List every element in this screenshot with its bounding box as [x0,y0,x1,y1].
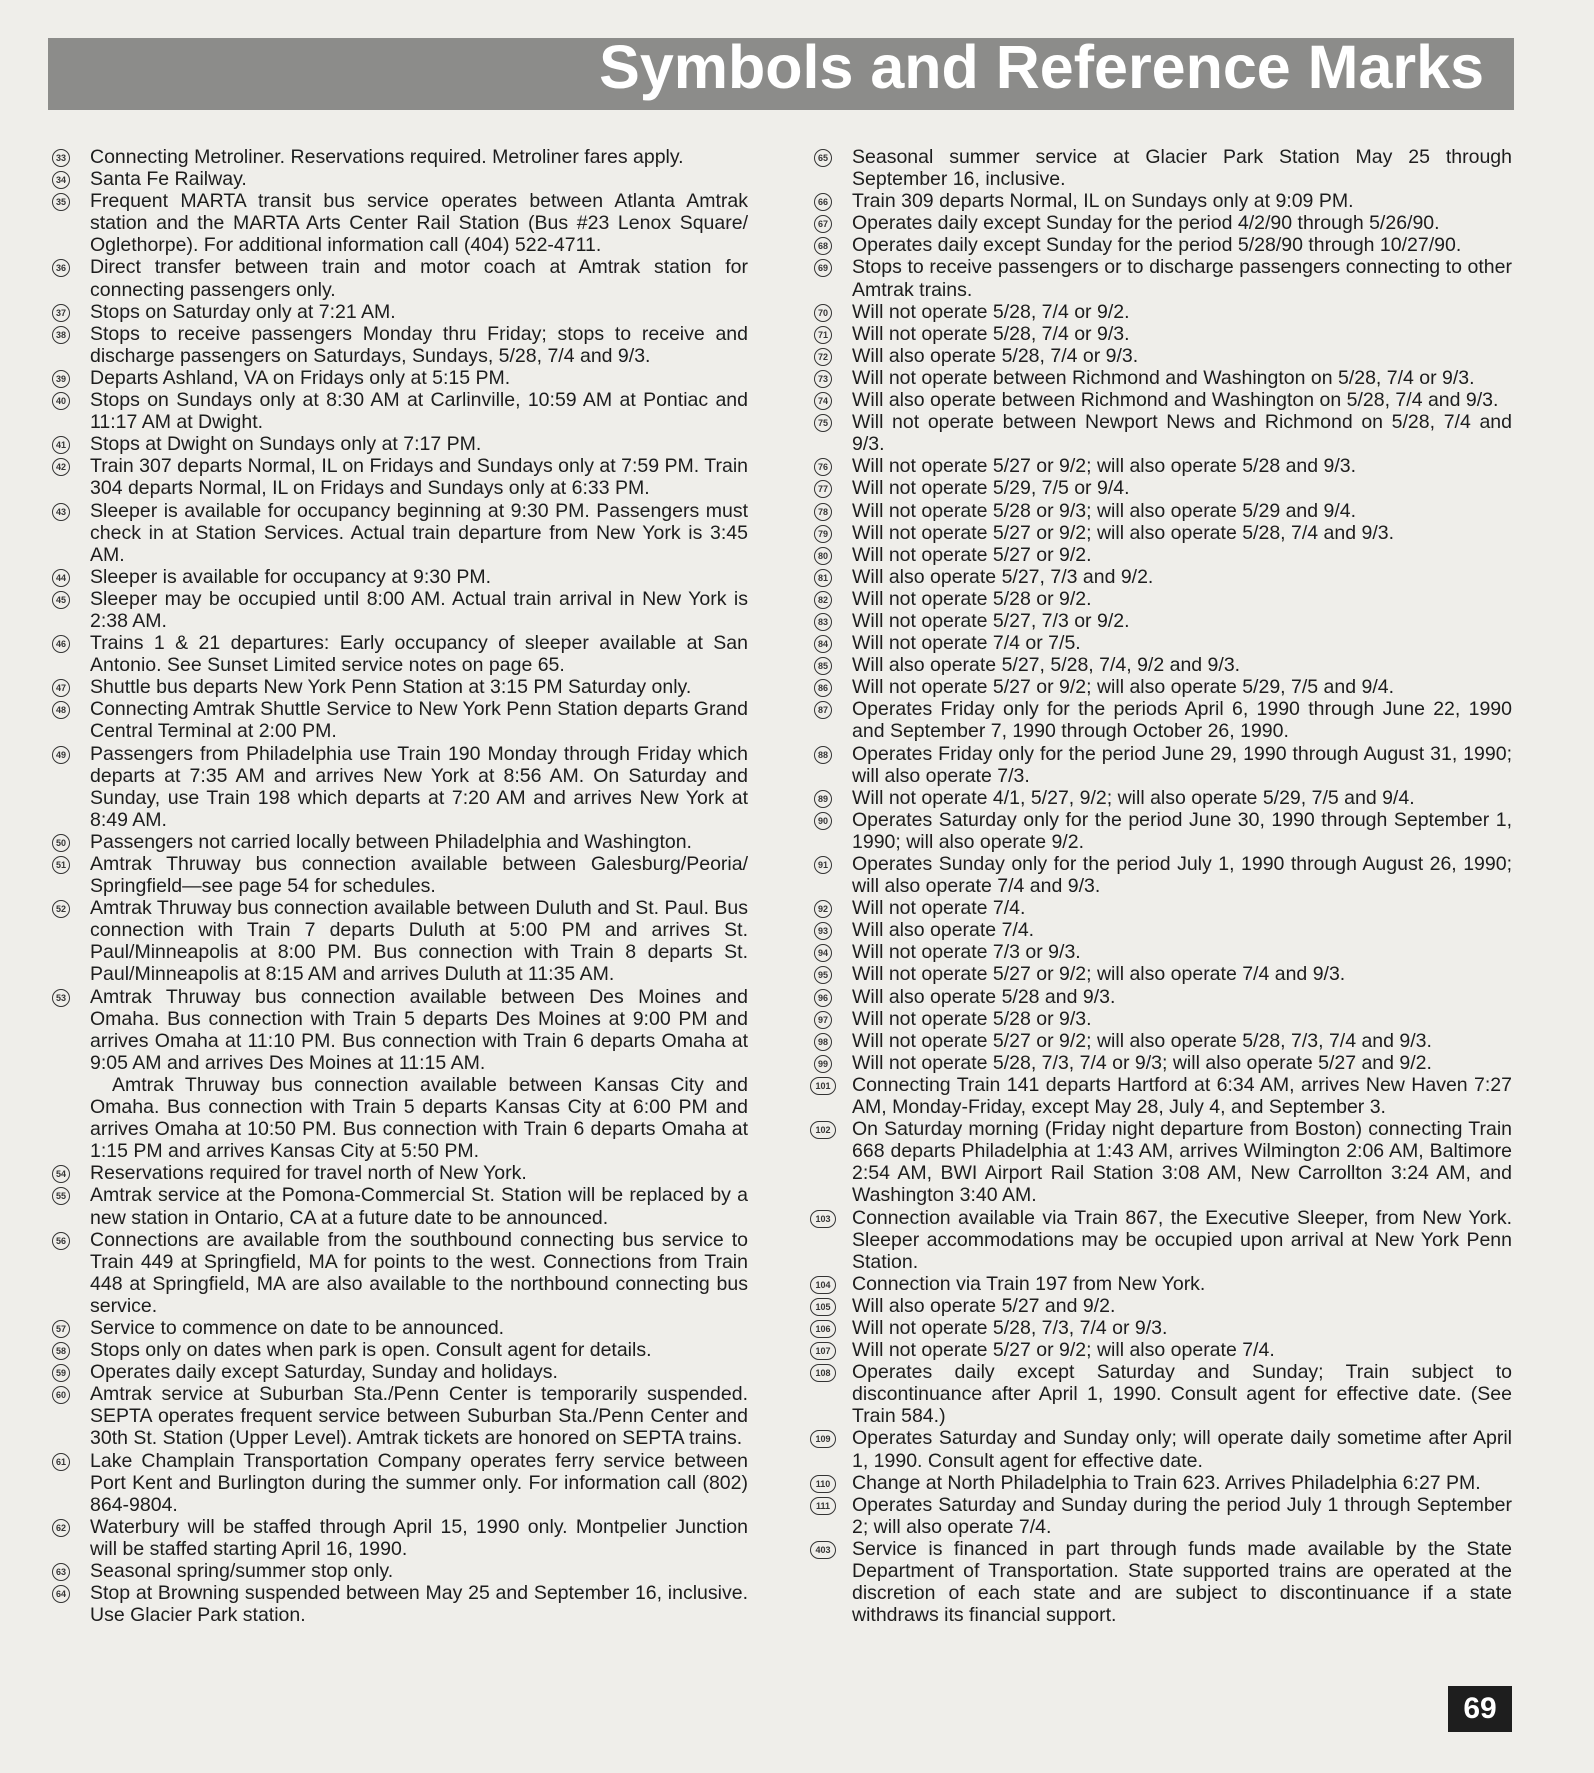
reference-text: Train 307 departs Normal, IL on Fridays and Sundays only at 7:59 PM. Train 304 departs Normal, IL on Fridays and Sundays only at 6:33 PM. [90,455,748,500]
reference-entry [50,1184,748,1228]
reference-entry [50,190,748,256]
reference-entry [50,1560,748,1582]
reference-text: Train 309 departs Normal, IL on Sundays only at 9:09 PM. [852,190,1354,213]
reference-entry [812,323,1512,345]
reference-mark-symbol: 33 [52,149,70,167]
reference-entry [812,610,1512,632]
reference-mark-symbol: 55 [52,1187,70,1205]
reference-text: Amtrak Thruway bus connection available between Galesburg/Peoria/ Springfield—see page 54 for schedules. [90,853,748,898]
reference-entry [812,986,1512,1008]
reference-entry [812,367,1512,389]
reference-entry [50,1162,748,1184]
title-banner [48,33,1514,110]
reference-entry [50,500,748,566]
reference-mark-symbol: 70 [814,304,832,322]
reference-text: Sleeper may be occupied until 8:00 AM. Actual train arrival in New York is 2:38 AM. [90,587,748,632]
reference-entry [812,654,1512,676]
reference-text: Direct transfer between train and motor coach at Amtrak station for connecting passengers only. [90,256,748,301]
reference-mark-symbol: 45 [52,591,70,609]
reference-text: Operates Sunday only for the period July 1, 1990 through August 26, 1990; will also operate 7/4 and 9/3. [852,853,1512,898]
reference-mark-symbol: 91 [814,856,832,874]
reference-text: Will not operate between Newport News and Richmond on 5/28, 7/4 and 9/3. [852,411,1512,456]
reference-mark-symbol: 109 [810,1430,836,1448]
reference-entry [50,897,748,985]
reference-mark-symbol: 96 [814,989,832,1007]
reference-entry [50,853,748,897]
reference-continuation-text: Amtrak Thruway bus connection available between Kansas City and Omaha. Bus connection with Train 5 departs Kansas City at 6:00 PM and arrives Omaha at 10:50 PM. Bus connection with Train 6 departs Omaha at 1:15 PM and arrives Kansas City at 5:50 PM. [90,1073,748,1163]
reference-mark-symbol: 49 [52,746,70,764]
reference-mark-symbol: 95 [814,966,832,984]
reference-mark-symbol: 64 [52,1585,70,1603]
reference-text: Connecting Train 141 departs Hartford at 6:34 AM, arrives New Haven 7:27 AM, Monday-Friday, except May 28, July 4, and September 3. [852,1073,1512,1119]
reference-text: Will not operate 5/27, 7/3 or 9/2. [852,609,1130,632]
reference-entry [812,455,1512,477]
reference-mark-symbol: 111 [810,1497,836,1515]
reference-entry [812,345,1512,367]
reference-entry [812,1052,1512,1074]
reference-text: Will also operate 5/27, 7/3 and 9/2. [852,565,1154,588]
reference-entry [812,1118,1512,1206]
reference-text: Will not operate 5/27 or 9/2; will also operate 7/4. [852,1339,1275,1362]
reference-text: Stops at Dwight on Sundays only at 7:17 PM. [90,433,482,456]
reference-entry [812,301,1512,323]
reference-mark-symbol: 69 [814,259,832,277]
reference-text: Will not operate 5/28, 7/4 or 9/3. [852,322,1130,345]
reference-text: Will not operate 5/27 or 9/2; will also operate 7/4 and 9/3. [852,963,1346,986]
reference-entry [812,411,1512,455]
reference-entry [812,212,1512,234]
reference-mark-symbol: 76 [814,458,832,476]
reference-text: Stops on Saturday only at 7:21 AM. [90,300,396,323]
reference-mark-symbol: 81 [814,569,832,587]
reference-mark-symbol: 51 [52,856,70,874]
reference-entry [812,1472,1512,1494]
reference-entry [50,433,748,455]
reference-text: Will also operate 5/27 and 9/2. [852,1294,1116,1317]
reference-entry [812,941,1512,963]
reference-entry [812,500,1512,522]
reference-mark-symbol: 42 [52,458,70,476]
reference-entry [812,1074,1512,1118]
reference-mark-symbol: 61 [52,1453,70,1471]
reference-entry [812,676,1512,698]
reference-entry [812,522,1512,544]
reference-mark-symbol: 94 [814,944,832,962]
page-number: 69 [1448,1686,1512,1732]
reference-entry [812,787,1512,809]
reference-text: On Saturday morning (Friday night departure from Boston) connecting Train 668 departs Philadelphia at 1:43 AM, arrives Wilmington 2:06 AM, Baltimore 2:54 AM, BWI Airport Rail Station 3:08 AM, New Carrollton 3:24 AM, and Washington 3:40 AM. [852,1118,1512,1207]
reference-text: Will also operate between Richmond and Washington on 5/28, 7/4 and 9/3. [852,389,1499,412]
reference-entry [50,146,748,168]
reference-entry [812,1008,1512,1030]
reference-text: Stops to receive passengers or to discharge passengers connecting to other Amtrak trains. [852,256,1512,301]
reference-mark-symbol: 72 [814,348,832,366]
reference-mark-symbol: 74 [814,392,832,410]
reference-mark-symbol: 53 [52,989,70,1007]
reference-text: Service is financed in part through funds made available by the State Department of Transportation. State supported trains are operated at the discretion of each state and are subject to discontinuance if a state withdraws its financial support. [852,1537,1512,1627]
reference-text: Will not operate 4/1, 5/27, 9/2; will also operate 5/29, 7/5 and 9/4. [852,786,1415,809]
reference-mark-symbol: 107 [810,1342,836,1360]
reference-entry [50,1339,748,1361]
reference-text: Will also operate 7/4. [852,919,1035,942]
reference-mark-symbol: 58 [52,1342,70,1360]
reference-text: Will not operate 5/27 or 9/2; will also operate 5/28, 7/3, 7/4 and 9/3. [852,1029,1432,1052]
reference-text: Operates daily except Sunday for the period 4/2/90 through 5/26/90. [852,212,1440,235]
reference-entry [812,632,1512,654]
reference-mark-symbol: 46 [52,635,70,653]
reference-entry [50,323,748,367]
reference-mark-symbol: 99 [814,1055,832,1073]
reference-text: Connection via Train 197 from New York. [852,1272,1206,1295]
reference-entry [812,1207,1512,1273]
reference-text: Will not operate 7/4. [852,897,1026,920]
page-title: Symbols and Reference Marks [599,33,1484,101]
reference-entry [50,455,748,499]
reference-mark-symbol: 98 [814,1033,832,1051]
reference-text: Stops on Sundays only at 8:30 AM at Carlinville, 10:59 AM at Pontiac and 11:17 AM at Dwight. [90,389,748,434]
reference-text: Amtrak service at Suburban Sta./Penn Center is temporarily suspended. SEPTA operates frequent service between Suburban Sta./Penn Center and 30th St. Station (Upper Level). Amtrak tickets are honored on SEPTA trains. [90,1383,748,1450]
reference-text: Trains 1 & 21 departures: Early occupancy of sleeper available at San Antonio. See Sunset Limited service notes on page 65. [90,632,748,677]
reference-entry [50,566,748,588]
reference-entry [812,897,1512,919]
reference-entry [50,367,748,389]
reference-mark-symbol: 66 [814,193,832,211]
reference-text: Sleeper is available for occupancy at 9:30 PM. [90,565,492,588]
reference-entry [812,1538,1512,1626]
reference-text: Santa Fe Railway. [90,168,247,191]
reference-text: Connection available via Train 867, the Executive Sleeper, from New York. Sleeper accommodations may be occupied upon arrival at New York Penn Station. [852,1206,1512,1273]
reference-entry [812,544,1512,566]
reference-text: Stops to receive passengers Monday thru Friday; stops to receive and discharge passengers on Saturdays, Sundays, 5/28, 7/4 and 9/3. [90,322,748,367]
reference-text: Operates Friday only for the period June 29, 1990 through August 31, 1990; will also operate 7/3. [852,742,1512,787]
reference-entry [50,1229,748,1317]
reference-mark-symbol: 105 [810,1298,836,1316]
reference-text: Will not operate 5/27 or 9/2. [852,543,1092,566]
reference-mark-symbol: 50 [52,834,70,852]
reference-mark-symbol: 67 [814,215,832,233]
reference-text: Connecting Amtrak Shuttle Service to New York Penn Station departs Grand Central Terminal at 2:00 PM. [90,698,748,743]
reference-text: Will not operate 5/29, 7/5 or 9/4. [852,477,1130,500]
reference-mark-symbol: 86 [814,679,832,697]
reference-entry [50,256,748,300]
reference-mark-symbol: 90 [814,812,832,830]
reference-entry [812,698,1512,742]
reference-mark-symbol: 83 [814,613,832,631]
reference-entry [812,389,1512,411]
reference-mark-symbol: 78 [814,503,832,521]
reference-entry [50,676,748,698]
reference-mark-symbol: 68 [814,237,832,255]
reference-text: Will not operate 7/4 or 7/5. [852,632,1081,655]
reference-mark-symbol: 82 [814,591,832,609]
reference-text: Change at North Philadelphia to Train 623. Arrives Philadelphia 6:27 PM. [852,1471,1481,1494]
reference-text: Will not operate 5/27 or 9/2; will also operate 5/28, 7/4 and 9/3. [852,521,1395,544]
reference-mark-symbol: 57 [52,1320,70,1338]
reference-mark-symbol: 87 [814,701,832,719]
reference-entry [50,588,748,632]
reference-entry [50,1361,748,1383]
reference-text: Will not operate 5/28 or 9/2. [852,587,1092,610]
reference-text: Will also operate 5/27, 5/28, 7/4, 9/2 and 9/3. [852,654,1241,677]
reference-text: Will not operate 5/28 or 9/3. [852,1007,1092,1030]
reference-entry [812,963,1512,985]
reference-entry [50,168,748,190]
reference-mark-symbol: 80 [814,547,832,565]
reference-text: Seasonal spring/summer stop only. [90,1560,394,1582]
reference-text: Will not operate 5/28 or 9/3; will also operate 5/29 and 9/4. [852,499,1357,522]
reference-text: Amtrak Thruway bus connection available between Duluth and St. Paul. Bus connection with Train 7 departs Duluth at 5:00 PM and arrives St. Paul/Minneapolis at 8:00 PM. Bus connection with Train 8 departs St. Paul/Minneapolis at 8:15 AM and arrives Duluth at 11:35 AM. [90,897,748,986]
reference-mark-symbol: 62 [52,1519,70,1537]
reference-entry [50,1582,748,1626]
reference-text: Operates Saturday and Sunday only; will operate daily sometime after April 1, 1990. Consult agent for effective date. [852,1427,1512,1472]
reference-text: Will not operate 5/28, 7/3, 7/4 or 9/3; will also operate 5/27 and 9/2. [852,1051,1432,1074]
reference-text: Passengers not carried locally between Philadelphia and Washington. [90,830,692,853]
reference-mark-symbol: 52 [52,900,70,918]
reference-mark-symbol: 97 [814,1011,832,1029]
reference-mark-symbol: 37 [52,304,70,322]
reference-text: Amtrak service at the Pomona-Commercial St. Station will be replaced by a new station in Ontario, CA at a future date to be announced. [90,1184,748,1229]
left-column [50,146,748,1626]
reference-mark-symbol: 104 [810,1276,836,1294]
reference-mark-symbol: 75 [814,414,832,432]
reference-text: Operates daily except Saturday, Sunday and holidays. [90,1361,558,1384]
reference-entry [50,743,748,831]
reference-mark-symbol: 102 [810,1121,836,1139]
reference-mark-symbol: 65 [814,149,832,167]
right-column [812,146,1512,1626]
reference-mark-symbol: 44 [52,569,70,587]
reference-mark-symbol: 73 [814,370,832,388]
reference-mark-symbol: 89 [814,790,832,808]
reference-entry [812,1317,1512,1339]
reference-mark-symbol: 60 [52,1386,70,1404]
reference-text: Operates Friday only for the periods April 6, 1990 through June 22, 1990 and September 7, 1990 through October 26, 1990. [852,698,1512,743]
reference-text: Operates Saturday only for the period June 30, 1990 through September 1, 1990; will also operate 9/2. [852,808,1512,853]
reference-text: Reservations required for travel north of New York. [90,1162,527,1185]
reference-text: Connecting Metroliner. Reservations required. Metroliner fares apply. [90,146,684,168]
reference-entry [50,301,748,323]
reference-entry [812,588,1512,610]
reference-mark-symbol: 34 [52,171,70,189]
reference-text: Operates daily except Saturday and Sunday; Train subject to discontinuance after April 1, 1990. Consult agent for effective date. (See Train 584.) [852,1361,1512,1428]
reference-mark-symbol: 63 [52,1563,70,1581]
reference-text: Service to commence on date to be announced. [90,1316,505,1339]
reference-text: Sleeper is available for occupancy beginning at 9:30 PM. Passengers must check in at Station Services. Actual train departure from New York is 3:45 AM. [90,499,748,566]
reference-mark-symbol: 35 [52,193,70,211]
reference-text: Stops only on dates when park is open. Consult agent for details. [90,1339,652,1362]
reference-mark-symbol: 41 [52,436,70,454]
reference-entry [812,477,1512,499]
reference-mark-symbol: 71 [814,326,832,344]
reference-entry [812,1030,1512,1052]
reference-mark-symbol: 85 [814,657,832,675]
reference-mark-symbol: 48 [52,701,70,719]
reference-entry [812,190,1512,212]
reference-mark-symbol: 47 [52,679,70,697]
reference-entry [50,1317,748,1339]
reference-text: Passengers from Philadelphia use Train 190 Monday through Friday which departs at 7:35 AM and arrives New York at 8:56 AM. On Saturday and Sunday, use Train 198 which departs at 7:20 AM and arrives New York at 8:49 AM. [90,742,748,831]
reference-entry [812,234,1512,256]
reference-entry [812,566,1512,588]
reference-text: Seasonal summer service at Glacier Park Station May 25 through September 16, inclusive. [852,146,1512,191]
reference-mark-symbol: 93 [814,922,832,940]
reference-entry [50,632,748,676]
reference-text: Operates daily except Sunday for the period 5/28/90 through 10/27/90. [852,234,1462,257]
reference-entry [812,1295,1512,1317]
reference-mark-symbol: 77 [814,480,832,498]
reference-mark-symbol: 106 [810,1320,836,1338]
reference-mark-symbol: 38 [52,326,70,344]
reference-text: Connections are available from the southbound connecting bus service to Train 449 at Springfield, MA for points to the west. Connections from Train 448 at Springfield, MA are also available to the northbound connecting bus service. [90,1228,748,1317]
reference-mark-symbol: 103 [810,1210,836,1228]
reference-mark-symbol: 88 [814,746,832,764]
reference-entry [50,1383,748,1449]
reference-text: Will not operate 5/27 or 9/2; will also operate 5/28 and 9/3. [852,455,1357,478]
reference-entry [812,1339,1512,1361]
reference-entry [812,1361,1512,1427]
reference-mark-symbol: 59 [52,1364,70,1382]
reference-entry [50,986,748,1074]
reference-entry [812,853,1512,897]
reference-mark-symbol: 40 [52,392,70,410]
reference-text: Will not operate 7/3 or 9/3. [852,941,1081,964]
reference-text: Will also operate 5/28 and 9/3. [852,985,1116,1008]
reference-mark-symbol: 43 [52,503,70,521]
reference-entry [812,743,1512,787]
reference-entry [812,809,1512,853]
reference-entry [812,1494,1512,1538]
reference-entry [812,146,1512,190]
reference-entry [50,1516,748,1560]
reference-mark-symbol: 39 [52,370,70,388]
reference-text: Shuttle bus departs New York Penn Station at 3:15 PM Saturday only. [90,676,692,699]
reference-entry [50,831,748,853]
reference-mark-symbol: 36 [52,259,70,277]
reference-entry [50,1450,748,1516]
reference-mark-symbol: 403 [810,1541,836,1559]
reference-entry [812,1273,1512,1295]
reference-entry [50,698,748,742]
reference-text: Amtrak Thruway bus connection available between Des Moines and Omaha. Bus connection with Train 5 departs Des Moines at 9:00 PM and arrives Omaha at 11:10 PM. Bus connection with Train 6 departs Omaha at 9:05 AM and arrives Des Moines at 11:15 AM. [90,985,748,1074]
reference-entry [812,919,1512,941]
reference-mark-symbol: 108 [810,1364,836,1382]
reference-text: Stop at Browning suspended between May 25 and September 16, inclusive. Use Glacier Park station. [90,1582,748,1627]
reference-mark-symbol: 84 [814,635,832,653]
reference-text: Operates Saturday and Sunday during the period July 1 through September 2; will also operate 7/4. [852,1493,1512,1538]
reference-mark-symbol: 56 [52,1232,70,1250]
reference-text: Will not operate between Richmond and Washington on 5/28, 7/4 or 9/3. [852,366,1475,389]
reference-entry [812,256,1512,300]
reference-entry [812,1427,1512,1471]
reference-mark-symbol: 101 [810,1077,836,1095]
reference-mark-symbol: 54 [52,1165,70,1183]
reference-text: Will not operate 5/27 or 9/2; will also operate 5/29, 7/5 and 9/4. [852,676,1395,699]
reference-text: Departs Ashland, VA on Fridays only at 5:15 PM. [90,366,511,389]
reference-entry [50,389,748,433]
reference-mark-symbol: 110 [810,1475,836,1493]
reference-text: Will not operate 5/28, 7/3, 7/4 or 9/3. [852,1316,1168,1339]
reference-text: Frequent MARTA transit bus service operates between Atlanta Amtrak station and the MARTA Arts Center Rail Station (Bus #23 Lenox Square/ Oglethorpe). For additional information call (404) 522-4711. [90,190,748,257]
reference-text: Will not operate 5/28, 7/4 or 9/2. [852,300,1130,323]
reference-text: Will also operate 5/28, 7/4 or 9/3. [852,344,1139,367]
reference-mark-symbol: 79 [814,525,832,543]
reference-text: Waterbury will be staffed through April 15, 1990 only. Montpelier Junction will be staffed starting April 16, 1990. [90,1515,748,1560]
reference-text: Lake Champlain Transportation Company operates ferry service between Port Kent and Burlington during the summer only. For information call (802) 864-9804. [90,1449,748,1516]
reference-mark-symbol: 92 [814,900,832,918]
